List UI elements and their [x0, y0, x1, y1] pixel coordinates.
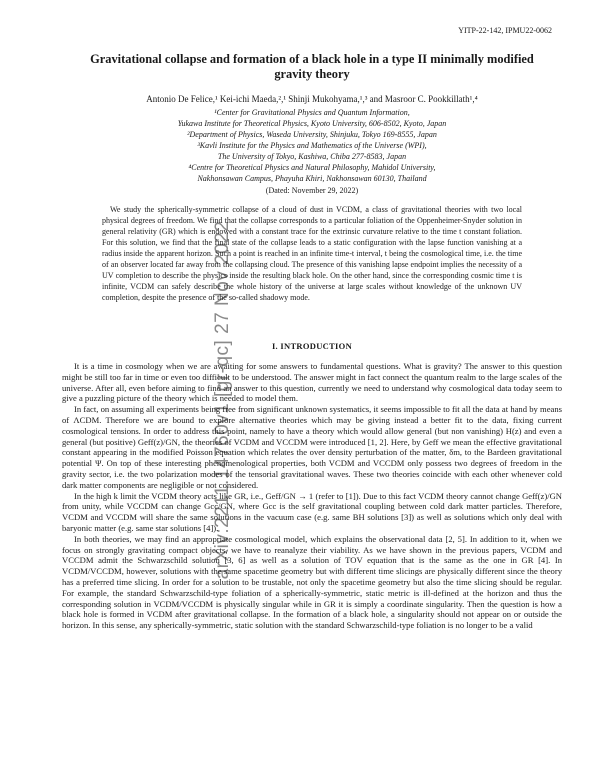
author-list: Antonio De Felice,¹ Kei-ichi Maeda,²,¹ Shinji Mukohyama,¹,³ and Masroor C. Pookkillath¹,⁴ [146, 94, 478, 104]
abstract: We study the spherically-symmetric collapse of a cloud of dust in VCDM, a class of gravitational theories with two local physical degrees of freedom. We find that the collapse corresponds to a particular foliation of the Oppenheimer-Snyder solution in general relativity (GR) which is endowed with a constant trace for the extrinsic curvature relative to the time t constant foliation. For this solution, we find that the final state of the collapse leads to a static configuration with the lapse function vanishing at a radius inside the apparent horizon. Such a point is reached in an infinite time-t interval, t being the cosmological time, i.e. the time of an observer located far away from the collapsing cloud. The presence of this vanishing lapse endpoint implies the necessity of a UV completion to describe the physics inside the resulting black hole. On the other hand, since the corresponding cosmic time t is infinite, VCDM can safely describe the whole history of the universe at large scales without knowledge of the unknown UV completion, despite the presence of the so-called shadowy mode. [102, 205, 522, 302]
paper-page [62, 52, 562, 631]
body-paragraph: In the high k limit the VCDM theory acts like GR, i.e., Geff/GN → 1 (refer to [1]). Due to this fact VCDM theory cannot change Geff(z)/GN from unity, while VCCDM can change Gcc/GN, where Gcc is the self gravitational coupling between cold dark matter particles. Therefore, VCDM and VCCDM will share the same solutions in the vacuum case (e.g. same BH solutions [3]) as well as solutions which only deal with baryonic matter (e.g. same star solutions [4]). [62, 490, 562, 533]
arxiv-identifier[interactable]: arXiv:2211.14760v1 [gr-qc] 27 Nov 2022 [212, 220, 233, 580]
paper-title: Gravitational collapse and formation of a black hole in a type II minimally modified gravity theory [90, 52, 534, 81]
affiliation-line: The University of Tokyo, Kashiwa, Chiba 277-8583, Japan [217, 152, 407, 161]
affiliations [62, 107, 562, 184]
affiliation-line: ⁴Centre for Theoretical Physics and Natural Philosophy, Mahidol University, [188, 163, 436, 172]
body-paragraph: In both theories, we may find an appropriate cosmological model, which explains the observational data [2, 5]. In addition to it, when we focus on strongly gravitating compact objects, we have to reanalyze their viability. As we have shown in the previous papers, VCDM and VCCDM admit the Schwarzschild solution [3, 6] as well as a solution of TOV equation that is the same as the one in GR [4]. In VCDM/VCCDM, however, solutions with the same spacetime geometry but with different time slicings are physically different since the theory has a preferred time slicing. In order for a solution to be trustable, not only the spacetime geometry but also the time slicing should be regular. For example, the standard Schwarzschild-type foliation of a spherically-symmetric, static metric is ill-defined at the horizon and thus the corresponding solution in VCDM/VCCDM is physically singular while in GR it is simply a coordinate singularity. Then the question is how a black hole is formed in VCDM after gravitational collapse. In the formation of a black hole, a singularity should not appear on or outside the horizon. In this sense, any spherically-symmetric, static solution with the standard Schwarzschild-type foliation is no longer to be a valid [62, 533, 562, 631]
body-paragraph: It is a time in cosmology when we are awaiting for some answers to fundamental questions. What is gravity? The answer to this question might be still too far in time or even too difficult to be understood. The answer might in fact connect the quantum realm to the large scales of the universe. After all, even before aiming to find an answer to this question, currently we need to understand why cosmological data today seem to give a puzzling picture of the theory which is needed to model them. [62, 361, 562, 404]
affiliation-line: ³Kavli Institute for the Physics and Mathematics of the Universe (WPI), [197, 141, 427, 150]
date-line: (Dated: November 29, 2022) [265, 186, 359, 195]
affiliation-line: ²Department of Physics, Waseda University, Shinjuku, Tokyo 169-8555, Japan [187, 130, 437, 139]
affiliation-line: Nakhonsawan Campus, Phayuha Khiri, Nakhonsawan 60130, Thailand [197, 174, 427, 183]
affiliation-line: ¹Center for Gravitational Physics and Quantum Information, [214, 108, 410, 117]
body-paragraph: In fact, on assuming all experiments being free from significant unknown systematics, it seems impossible to fit all the data at hand by means of ΛCDM. Therefore we are bound to explore alternative theories which may be giving instead a better fit to the data, fixing current cosmological tensions. In order to address this point, namely to have a theory which would allow general (but non vanishing) H(z) and even a general (but positive) Geff(z)/GN, the theories of VCDM and VCCDM were introduced [1, 2]. Here, by Geff we mean the effective gravitational constant appearing in the modified Poisson equation which relates the over density perturbation of the matter, δm, to the Bardeen gravitational potential Ψ. On top of these interesting phenomenological properties, both VCDM and VCCDM only possess two degrees of freedom in the gravity sector, i.e. the two polarization modes of the tensorial gravitational waves. These two theories coincide with each other whenever cold dark matter components are negligible or not considered. [62, 404, 562, 490]
affiliation-line: Yukawa Institute for Theoretical Physics, Kyoto University, 606-8502, Kyoto, Japan [177, 119, 447, 128]
report-number: YITP-22-142, IPMU22-0062 [458, 26, 552, 35]
section-heading-introduction: I. INTRODUCTION [271, 341, 353, 351]
